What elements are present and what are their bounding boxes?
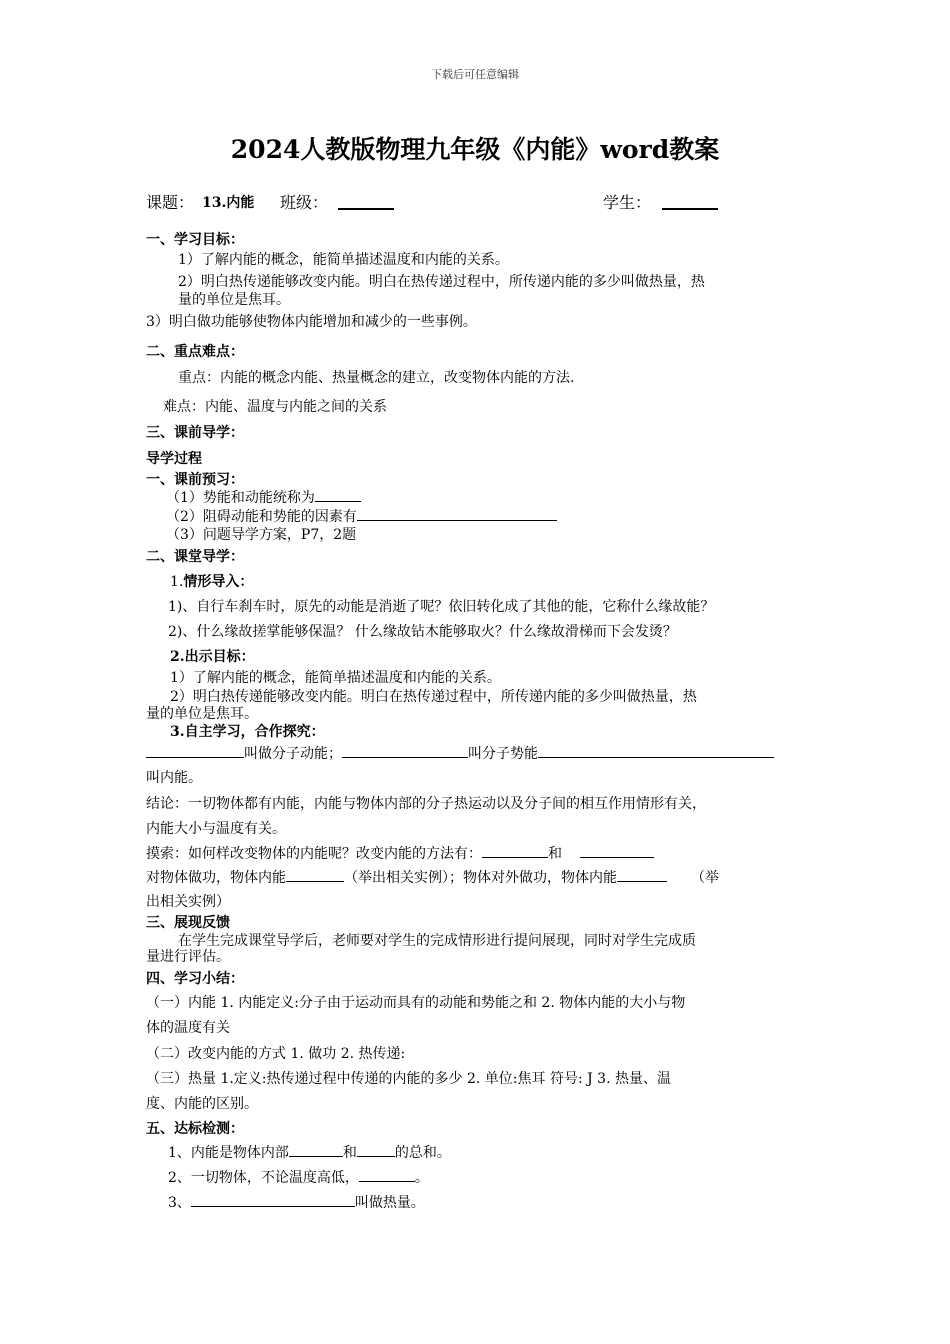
class-label: 班级： bbox=[280, 193, 329, 212]
intro-question: 2)、什么缘故搓掌能够保温？ 什么缘故钻木能够取火？什么缘故滑梯而下会发烫？ bbox=[168, 624, 677, 640]
conclusion-text: 内能大小与温度有关。 bbox=[146, 821, 286, 837]
self-study-heading: 3.自主学习，合作探究： bbox=[170, 724, 325, 740]
show-goals-heading: 2.出示目标： bbox=[170, 649, 255, 665]
work-line: 出相关实例） bbox=[146, 894, 230, 910]
goal-item: 1）了解内能的概念，能简单描述温度和内能的关系。 bbox=[178, 252, 509, 268]
preview-item: （3）问题导学方案，P7，2题 bbox=[166, 527, 357, 543]
feedback-text: 在学生完成课堂导学后，老师要对学生的完成情形进行提问展现，同时对学生完成质 bbox=[178, 933, 696, 949]
topic-value: 13.内能 bbox=[202, 195, 255, 211]
explore-line: 摸索：如何样改变物体的内能呢？改变内能的方法有： 和 bbox=[146, 843, 654, 863]
document-title: 2024人教版物理九年级《内能》word教案 bbox=[230, 135, 720, 164]
guide-process-heading: 导学过程 bbox=[146, 451, 202, 467]
summary-text: （三）热量 1.定义:热传递过程中传递的内能的多少 2. 单位:焦耳 符号: J 3. 热量、温 bbox=[146, 1071, 671, 1087]
lesson-meta bbox=[146, 190, 846, 214]
test-heading: 五、达标检测： bbox=[146, 1121, 244, 1137]
fill-in-line: 叫做分子动能； 叫分子势能 bbox=[146, 743, 774, 763]
preview-heading: 一、课前预习： bbox=[146, 472, 244, 488]
summary-text: 度、内能的区别。 bbox=[146, 1096, 258, 1112]
section-preclass-heading: 三、课前导学： bbox=[146, 425, 244, 441]
preview-item: （1）势能和动能统称为 bbox=[166, 487, 361, 507]
difficult-point: 难点：内能、温度与内能之间的关系 bbox=[163, 399, 387, 415]
intro-question: 1)、自行车刹车时，原先的动能是消逝了呢？依旧转化成了其他的能，它称什么缘故能？ bbox=[168, 599, 715, 615]
test-question: 1、内能是物体内部 和 的总和。 bbox=[168, 1142, 451, 1162]
key-point: 重点：内能的概念内能、热量概念的建立，改变物体内能的方法. bbox=[178, 370, 575, 386]
section-key-heading: 二、重点难点： bbox=[146, 344, 244, 360]
goal-item: 2）明白热传递能够改变内能。明白在热传递过程中，所传递内能的多少叫做热量，热 bbox=[170, 689, 697, 705]
section-goals-heading: 一、学习目标： bbox=[146, 232, 244, 248]
summary-text: （一）内能 1. 内能定义:分子由于运动而具有的动能和势能之和 2. 物体内能的大小与物 bbox=[146, 995, 686, 1011]
summary-heading: 四、学习小结： bbox=[146, 971, 244, 987]
work-line: 对物体做功，物体内能 （举出相关实例）；物体对外做功，物体内能 （举 bbox=[146, 867, 719, 887]
conclusion-text: 结论：一切物体都有内能，内能与物体内部的分子热运动以及分子间的相互作用情形有关， bbox=[146, 796, 706, 812]
preview-item: （2）阻碍动能和势能的因素有 bbox=[166, 506, 557, 526]
topic-label: 课题： bbox=[146, 193, 195, 212]
classroom-heading: 二、课堂导学： bbox=[146, 549, 244, 565]
test-question: 3、 叫做热量。 bbox=[168, 1192, 425, 1212]
goal-item: 1）了解内能的概念，能简单描述温度和内能的关系。 bbox=[170, 670, 501, 686]
goal-item: 量的单位是焦耳。 bbox=[178, 292, 290, 308]
header-note: 下载后可任意编辑 bbox=[431, 68, 519, 81]
student-label: 学生： bbox=[603, 193, 652, 212]
goal-item: 3）明白做功能够使物体内能增加和减少的一些事例。 bbox=[146, 314, 477, 330]
feedback-heading: 三、展现反馈 bbox=[146, 915, 230, 931]
intro-heading: 1.情形导入： bbox=[170, 574, 254, 590]
summary-text: 体的温度有关 bbox=[146, 1020, 230, 1036]
summary-text: （二）改变内能的方式 1. 做功 2. 热传递: bbox=[146, 1046, 406, 1062]
goal-item: 量的单位是焦耳。 bbox=[146, 706, 258, 722]
test-question: 2、一切物体，不论温度高低， 。 bbox=[168, 1167, 429, 1187]
feedback-text: 量进行评估。 bbox=[146, 949, 230, 965]
goal-item: 2）明白热传递能够改变内能。明白在热传递过程中，所传递内能的多少叫做热量，热 bbox=[178, 274, 705, 290]
fill-in-line: 叫内能。 bbox=[146, 770, 202, 786]
